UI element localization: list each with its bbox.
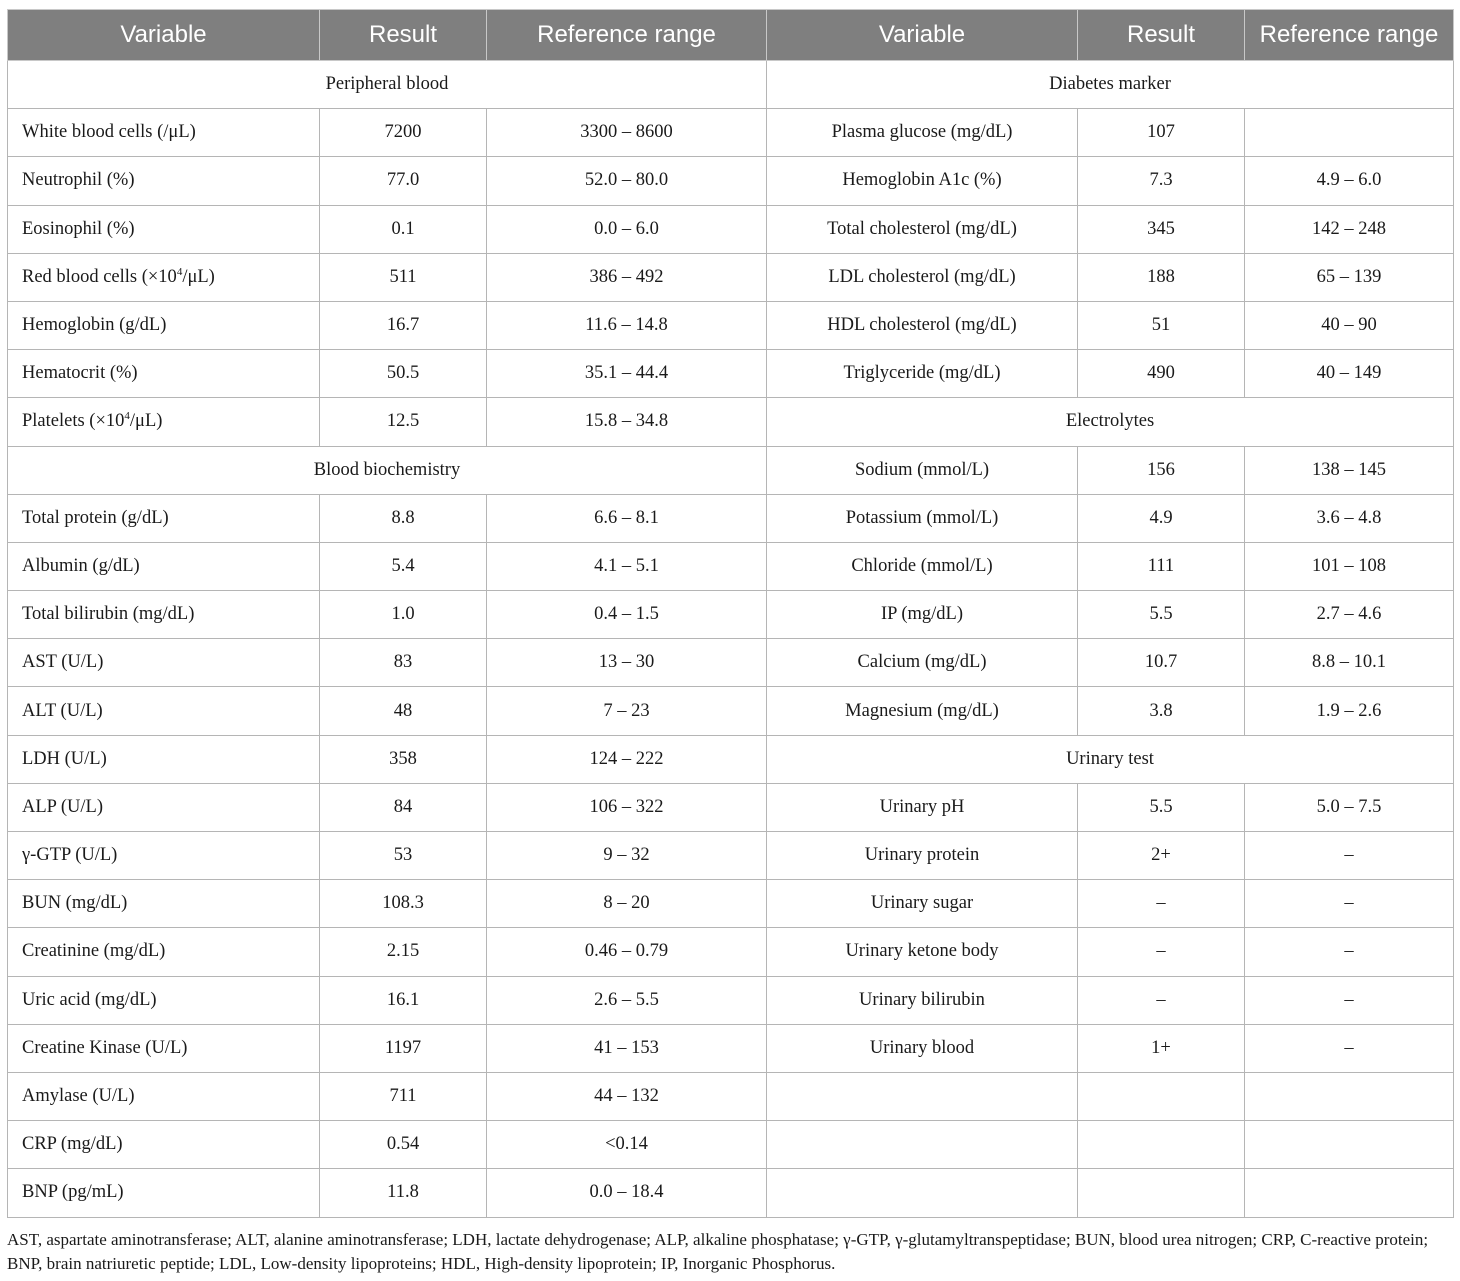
reference-cell: – (1245, 976, 1454, 1024)
header-reference-right: Reference range (1245, 10, 1454, 61)
result-cell: 490 (1078, 350, 1245, 398)
table-row (8, 735, 1454, 783)
table-row (8, 446, 1454, 494)
result-cell: 4.9 (1078, 494, 1245, 542)
variable-cell: Magnesium (mg/dL) (767, 687, 1078, 735)
result-cell: 156 (1078, 446, 1245, 494)
reference-cell: 8 – 20 (487, 880, 767, 928)
variable-cell: Total cholesterol (mg/dL) (767, 205, 1078, 253)
result-cell: 111 (1078, 542, 1245, 590)
variable-cell: LDL cholesterol (mg/dL) (767, 253, 1078, 301)
table-row (8, 928, 1454, 976)
result-cell: 77.0 (320, 157, 487, 205)
table-row (8, 976, 1454, 1024)
variable-cell: Urinary bilirubin (767, 976, 1078, 1024)
lab-results-table (7, 9, 1454, 1218)
variable-cell: BNP (pg/mL) (8, 1169, 320, 1217)
variable-cell: Hemoglobin (g/dL) (8, 301, 320, 349)
variable-cell: Urinary pH (767, 783, 1078, 831)
result-cell: 108.3 (320, 880, 487, 928)
table-row (8, 1169, 1454, 1217)
variable-cell: ALT (U/L) (8, 687, 320, 735)
variable-unit: /μL) (129, 411, 163, 432)
reference-cell: 35.1 – 44.4 (487, 350, 767, 398)
reference-cell: 3.6 – 4.8 (1245, 494, 1454, 542)
reference-cell: <0.14 (487, 1121, 767, 1169)
reference-cell: 142 – 248 (1245, 205, 1454, 253)
variable-cell: Urinary protein (767, 832, 1078, 880)
superscript: 4 (176, 265, 183, 278)
empty-cell (1245, 1121, 1454, 1169)
result-cell: 107 (1078, 109, 1245, 157)
lab-results-table-container (7, 9, 1453, 1218)
empty-cell (1078, 1169, 1245, 1217)
variable-cell: Neutrophil (%) (8, 157, 320, 205)
header-result-right: Result (1078, 10, 1245, 61)
section-peripheral-blood: Peripheral blood (8, 61, 767, 109)
variable-cell: HDL cholesterol (mg/dL) (767, 301, 1078, 349)
reference-cell: 41 – 153 (487, 1024, 767, 1072)
variable-cell: Chloride (mmol/L) (767, 542, 1078, 590)
result-cell: 2+ (1078, 832, 1245, 880)
empty-cell (1245, 1072, 1454, 1120)
reference-cell: – (1245, 1024, 1454, 1072)
variable-cell: Plasma glucose (mg/dL) (767, 109, 1078, 157)
table-row (8, 639, 1454, 687)
variable-cell: IP (mg/dL) (767, 591, 1078, 639)
table-row (8, 301, 1454, 349)
table-row (8, 253, 1454, 301)
section-electrolytes: Electrolytes (767, 398, 1454, 446)
variable-text: Red blood cells (×10 (22, 266, 177, 287)
table-row (8, 1121, 1454, 1169)
empty-cell (1078, 1121, 1245, 1169)
superscript: 4 (124, 410, 130, 423)
result-cell: 0.54 (320, 1121, 487, 1169)
variable-cell: LDH (U/L) (8, 735, 320, 783)
result-cell: 16.1 (320, 976, 487, 1024)
variable-cell: AST (U/L) (8, 639, 320, 687)
result-cell: – (1078, 880, 1245, 928)
result-cell: 7200 (320, 109, 487, 157)
reference-cell: 2.7 – 4.6 (1245, 591, 1454, 639)
table-row (8, 157, 1454, 205)
header-variable-right: Variable (767, 10, 1078, 61)
empty-cell (767, 1169, 1078, 1217)
reference-cell: 106 – 322 (487, 783, 767, 831)
reference-cell: 40 – 149 (1245, 350, 1454, 398)
variable-cell: BUN (mg/dL) (8, 880, 320, 928)
reference-cell: 0.46 – 0.79 (487, 928, 767, 976)
reference-cell: 0.0 – 18.4 (487, 1169, 767, 1217)
variable-cell: Uric acid (mg/dL) (8, 976, 320, 1024)
reference-cell (1245, 109, 1454, 157)
variable-cell: Creatine Kinase (U/L) (8, 1024, 320, 1072)
result-cell: 8.8 (320, 494, 487, 542)
table-row (8, 61, 1454, 109)
result-cell: 84 (320, 783, 487, 831)
variable-cell (8, 398, 320, 446)
reference-cell: 8.8 – 10.1 (1245, 639, 1454, 687)
result-cell: 5.5 (1078, 591, 1245, 639)
header-variable-left: Variable (8, 10, 320, 61)
reference-cell: 0.4 – 1.5 (487, 591, 767, 639)
result-cell: 511 (320, 253, 487, 301)
section-diabetes-marker: Diabetes marker (767, 61, 1454, 109)
result-cell: 10.7 (1078, 639, 1245, 687)
table-row (8, 350, 1454, 398)
reference-cell: 15.8 – 34.8 (487, 398, 767, 446)
reference-cell: – (1245, 928, 1454, 976)
result-cell: 1.0 (320, 591, 487, 639)
section-blood-biochemistry: Blood biochemistry (8, 446, 767, 494)
reference-cell: 4.1 – 5.1 (487, 542, 767, 590)
variable-cell: Total protein (g/dL) (8, 494, 320, 542)
table-row (8, 1072, 1454, 1120)
result-cell: 7.3 (1078, 157, 1245, 205)
empty-cell (767, 1121, 1078, 1169)
variable-cell (8, 253, 320, 301)
result-cell: 188 (1078, 253, 1245, 301)
result-cell: 53 (320, 832, 487, 880)
table-row (8, 783, 1454, 831)
reference-cell: 138 – 145 (1245, 446, 1454, 494)
variable-cell: Eosinophil (%) (8, 205, 320, 253)
table-row (8, 542, 1454, 590)
reference-cell: 124 – 222 (487, 735, 767, 783)
table-row (8, 205, 1454, 253)
variable-cell: Urinary sugar (767, 880, 1078, 928)
variable-cell: γ-GTP (U/L) (8, 832, 320, 880)
variable-cell: Albumin (g/dL) (8, 542, 320, 590)
reference-cell: 3300 – 8600 (487, 109, 767, 157)
variable-cell: White blood cells (/μL) (8, 109, 320, 157)
result-cell: – (1078, 928, 1245, 976)
reference-cell: 2.6 – 5.5 (487, 976, 767, 1024)
variable-cell: Sodium (mmol/L) (767, 446, 1078, 494)
reference-cell: 44 – 132 (487, 1072, 767, 1120)
variable-cell: Amylase (U/L) (8, 1072, 320, 1120)
result-cell: 48 (320, 687, 487, 735)
variable-cell: Triglyceride (mg/dL) (767, 350, 1078, 398)
table-row (8, 1024, 1454, 1072)
table-row (8, 832, 1454, 880)
reference-cell: 13 – 30 (487, 639, 767, 687)
reference-cell: 386 – 492 (487, 253, 767, 301)
result-cell: 16.7 (320, 301, 487, 349)
variable-text: Platelets (×10 (22, 411, 125, 432)
reference-cell: 65 – 139 (1245, 253, 1454, 301)
result-cell: 1197 (320, 1024, 487, 1072)
empty-cell (767, 1072, 1078, 1120)
table-row (8, 880, 1454, 928)
table-footnote: AST, aspartate aminotransferase; ALT, alanine aminotransferase; LDH, lactate dehydrogenase; ALP, alkaline phosphatase; γ-GTP, γ-glutamyltranspeptidase; BUN, blood urea nitrogen; CRP, C-reactive protein; BNP, brain natriuretic peptide; LDL, Low-density lipoproteins; HDL, High-density lipoprotein; IP, Inorganic Phosphorus. (7, 1230, 1429, 1273)
result-cell: 83 (320, 639, 487, 687)
result-cell: 5.5 (1078, 783, 1245, 831)
reference-cell: 6.6 – 8.1 (487, 494, 767, 542)
variable-cell: Creatinine (mg/dL) (8, 928, 320, 976)
result-cell: 12.5 (320, 398, 487, 446)
result-cell: 345 (1078, 205, 1245, 253)
reference-cell: 52.0 – 80.0 (487, 157, 767, 205)
result-cell: 2.15 (320, 928, 487, 976)
empty-cell (1245, 1169, 1454, 1217)
reference-cell: – (1245, 832, 1454, 880)
reference-cell: 0.0 – 6.0 (487, 205, 767, 253)
header-row (8, 10, 1454, 61)
variable-unit: /μL) (182, 266, 215, 287)
variable-cell: Hematocrit (%) (8, 350, 320, 398)
result-cell: 5.4 (320, 542, 487, 590)
reference-cell: 11.6 – 14.8 (487, 301, 767, 349)
result-cell: 0.1 (320, 205, 487, 253)
result-cell: – (1078, 976, 1245, 1024)
reference-cell: 101 – 108 (1245, 542, 1454, 590)
section-urinary-test: Urinary test (767, 735, 1454, 783)
variable-cell: Potassium (mmol/L) (767, 494, 1078, 542)
variable-cell: ALP (U/L) (8, 783, 320, 831)
variable-cell: Urinary ketone body (767, 928, 1078, 976)
result-cell: 711 (320, 1072, 487, 1120)
reference-cell: 7 – 23 (487, 687, 767, 735)
variable-cell: Hemoglobin A1c (%) (767, 157, 1078, 205)
result-cell: 50.5 (320, 350, 487, 398)
header-result-left: Result (320, 10, 487, 61)
result-cell: 51 (1078, 301, 1245, 349)
reference-cell: – (1245, 880, 1454, 928)
reference-cell: 40 – 90 (1245, 301, 1454, 349)
header-reference-left: Reference range (487, 10, 767, 61)
table-row (8, 494, 1454, 542)
reference-cell: 1.9 – 2.6 (1245, 687, 1454, 735)
result-cell: 358 (320, 735, 487, 783)
table-row (8, 109, 1454, 157)
table-row (8, 687, 1454, 735)
empty-cell (1078, 1072, 1245, 1120)
variable-cell: Urinary blood (767, 1024, 1078, 1072)
result-cell: 11.8 (320, 1169, 487, 1217)
result-cell: 3.8 (1078, 687, 1245, 735)
reference-cell: 4.9 – 6.0 (1245, 157, 1454, 205)
result-cell: 1+ (1078, 1024, 1245, 1072)
reference-cell: 5.0 – 7.5 (1245, 783, 1454, 831)
variable-cell: Total bilirubin (mg/dL) (8, 591, 320, 639)
table-row (8, 591, 1454, 639)
reference-cell: 9 – 32 (487, 832, 767, 880)
variable-cell: CRP (mg/dL) (8, 1121, 320, 1169)
variable-cell: Calcium (mg/dL) (767, 639, 1078, 687)
table-row (8, 398, 1454, 446)
